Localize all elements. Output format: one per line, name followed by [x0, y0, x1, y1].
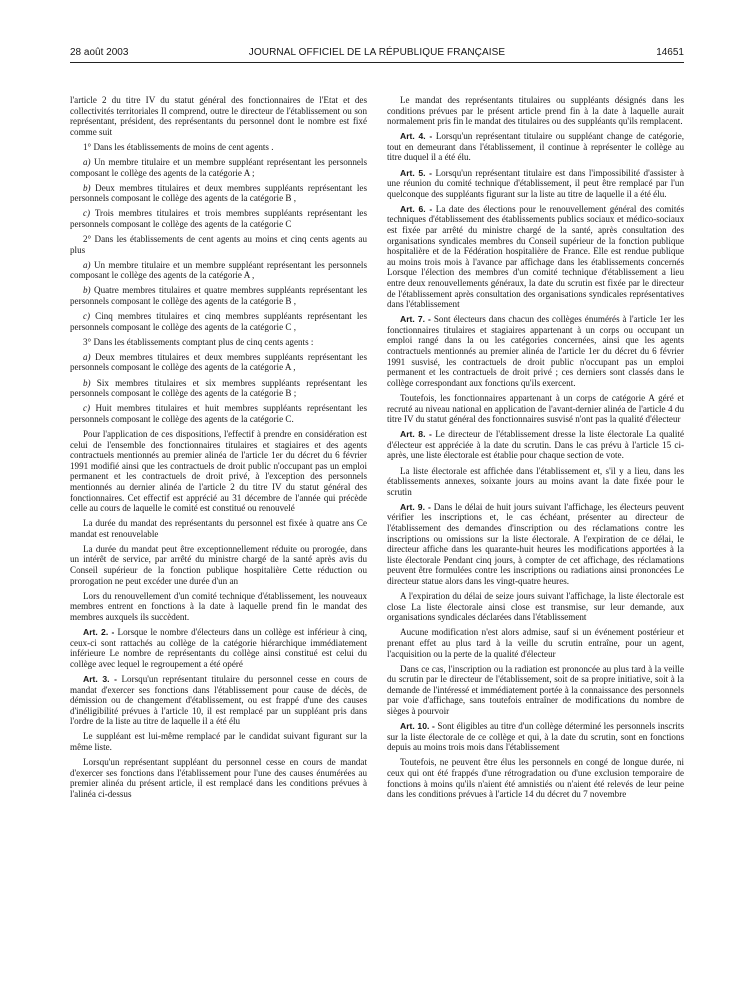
paragraph [70, 142, 367, 153]
item-letter: b) [83, 285, 91, 296]
paragraph-text: 3° Dans les établissements comptant plus de cinq cents agents : [83, 336, 314, 347]
paragraph-text: Le suppléant est lui-même remplacé par le candidat suivant figurant sur la même liste. [70, 731, 367, 752]
paragraph-text: Lorsqu'un représentant titulaire est dans l'impossibilité d'assister à une réunion du comité technique d'établissement, il peut être remplacé par l'un quelconque des suppléants figurant sur la liste au titre de laquelle il a été élu. [387, 167, 684, 199]
article-label: Art. 3. - [83, 673, 118, 684]
header-rule [70, 62, 684, 63]
paragraph-text: Toutefois, les fonctionnaires appartenant à un corps de catégorie A géré et recruté au niveau national en application de l'avant-dernier alinéa de l'article 4 du titre IV du statut général des fonctionnaires susvisé n'ont pas la qualité d'électeur [387, 392, 684, 425]
paragraph [387, 664, 684, 717]
paragraph-text: Lors du renouvellement d'un comité technique d'établissement, les nouveaux membres entrent en fonctions à la date à laquelle prend fin le mandat des membres auxquels ils succèdent. [70, 590, 367, 622]
list-item [70, 352, 367, 373]
article-paragraph [387, 204, 684, 310]
article-paragraph [387, 131, 684, 163]
paragraph-text: Lorsqu'un représentant titulaire du personnel cesse en cours de mandat d'exercer ses fonctions dans l'établissement pour cause de décès, de démission ou de changement d'établissement, ou est frappé d'une des causes d'inéligibilité prévues à l'article 10, il est remplacé par un suppléant pris dans l'ordre de la liste au titre de laquelle il a été élu [70, 673, 367, 727]
item-letter: a) [83, 259, 91, 270]
paragraph [70, 234, 367, 255]
article-label: Art. 5. - [400, 167, 433, 178]
paragraph-text: Toutefois, ne peuvent être élus les personnels en congé de longue durée, ni ceux qui ont été frappés d'une rétrogradation ou d'une exclusion temporaire de fonctions à moins qu'ils n'aient été amnistiés ou n'aient été relevés de leur peine dans les conditions prévues à l'article 14 du décret du 7 novembre [387, 757, 684, 800]
right-column [387, 95, 684, 980]
item-letter: c) [83, 208, 91, 219]
paragraph-text: Cinq membres titulaires et cinq membres suppléants représentant les personnels composant le collège des agents de la catégorie C , [70, 311, 367, 332]
paragraph-text: Deux membres titulaires et deux membres suppléants représentant les personnels composant le collège des agents de la catégorie A , [70, 351, 367, 373]
article-label: Art. 7. - [400, 314, 431, 325]
list-item [70, 208, 367, 229]
article-paragraph [387, 502, 684, 587]
paragraph-text: La liste électorale est affichée dans l'établissement et, s'il y a lieu, dans les établissements annexes, soixante jours au moins avant la date fixée pour le scrutin [387, 465, 684, 497]
list-item [70, 311, 367, 332]
item-letter: b) [83, 377, 91, 388]
paragraph-text: Huit membres titulaires et huit membres suppléants représentant les personnels composant le collège des agents de la catégorie C. [70, 403, 367, 424]
item-letter: c) [83, 403, 91, 414]
page-header [70, 47, 684, 61]
paragraph-text: Dans le délai de huit jours suivant l'affichage, les électeurs peuvent vérifier les inscriptions et, le cas échéant, présenter au directeur de l'établissement des demandes d'inscription ou des réclamations contre les inscriptions ou omissions sur la liste électorale. A l'expiration de ce délai, le directeur affiche dans les quarante-huit heures les modifications apportées à la liste électorale Pendant cinq jours, à compter de cet affichage, des réclamations peuvent être formulées contre les inscriptions ou radiations ainsi prononcées Le directeur statue alors dans les vingt-quatre heures. [387, 501, 684, 586]
paragraph-text: Lorsqu'un représentant suppléant du personnel cesse en cours de mandat d'exercer ses fonctions dans l'établissement pour l'une des causes énumérées au premier alinéa du présent article, il est remplacé dans les conditions prévues à l'alinéa ci-dessus [70, 757, 367, 799]
header-title: JOURNAL OFFICIEL DE LA RÉPUBLIQUE FRANÇAISE [248, 47, 506, 58]
paragraph-text: La date des élections pour le renouvellement général des comités techniques d'établissement des établissements publics sociaux et médico-sociaux est fixée par arrêté du ministre chargé de la santé, après consultation des organisations syndicales membres du Conseil supérieur de la fonction publique hospitalière et de la Fédération hospitalière de France. Elle est rendue publique au moins trois mois à l'avance par affichage dans les établissements concernés Lorsque l'élection des membres d'un comité technique d'établissement a lieu entre deux renouvellements généraux, la date du scrutin est fixée par le directeur de l'établissement après consultation des organisations syndicales représentatives dans l'établissement [387, 203, 684, 310]
paragraph-continuation [70, 95, 367, 137]
article-label: Art. 10. - [400, 721, 435, 732]
paragraph-text: Pour l'application de ces dispositions, l'effectif à prendre en considération est celui de l'ensemble des fonctionnaires titulaires et stagiaires et des agents contractuels mentionnés au premier alinéa de l'article 1er du décret du 6 février 1991 modifié ainsi que les contractuels de droit public n'occupant pas un emploi permanent et les contractuels de droit privé, à l'exception des personnels mentionnés au dernier alinéa de l'article 2 du titre IV du statut général des fonctionnaires. Cet effectif est apprécié au 31 décembre de l'année qui précède celle au cours de laquelle le comité est constitué ou renouvelé [70, 428, 367, 514]
list-item [70, 378, 367, 399]
header-page-number: 14651 [656, 47, 684, 58]
paragraph [387, 591, 684, 623]
paragraph-text: Lorsque le nombre d'électeurs dans un collège est inférieur à cinq, ceux-ci sont rattachés au collège de la catégorie hiérarchique immédiatement inférieure Le nombre de représentants du collège ainsi constitué est celui du collège avec lequel le regroupement a été opéré [70, 627, 367, 669]
paragraph-text: 2° Dans les établissements de cent agents au moins et cinq cents agents au plus [70, 234, 367, 255]
paragraph-text: Trois membres titulaires et trois membres suppléants représentant les personnels composant le collège des agents de la catégorie C [70, 208, 367, 229]
paragraph [387, 466, 684, 498]
paragraph-text: Sont électeurs dans chacun des collèges énumérés à l'article 1er les fonctionnaires titulaires et stagiaires appartenant à un corps ou occupant un emploi rangé dans la ou les catégories concernées, ainsi que les agents contractuels mentionnés au premier alinéa de l'article 1er du décret du 6 février 1991 susvisé, les contractuels de droit public n'occupant pas un emploi permanent et les contractuels de droit privé ; ces derniers sont classés dans le collège correspondant aux fonctions qu'ils exercent. [387, 314, 684, 388]
article-paragraph [387, 429, 684, 461]
paragraph [70, 591, 367, 623]
paragraph [70, 337, 367, 348]
paragraph [387, 95, 684, 127]
paragraph [70, 731, 367, 752]
paragraph-text: La durée du mandat des représentants du personnel est fixée à quatre ans Ce mandat est renouvelable [70, 518, 367, 539]
article-paragraph [387, 168, 684, 200]
paragraph [70, 429, 367, 514]
left-column [70, 95, 367, 980]
article-label: Art. 8. - [400, 429, 432, 440]
list-item [70, 403, 367, 424]
paragraph-text: Six membres titulaires et six membres suppléants représentant les personnels composant le collège des agents de la catégorie B ; [70, 377, 367, 399]
paragraph [387, 393, 684, 425]
paragraph-text: Quatre membres titulaires et quatre membres suppléants représentant les personnels composant le collège des agents de la catégorie B , [70, 285, 367, 306]
item-letter: c) [83, 311, 91, 322]
paragraph [70, 518, 367, 539]
paragraph-text: Sont éligibles au titre d'un collège déterminé les personnels inscrits sur la liste électorale de ce collège et qui, à la date du scrutin, sont en fonctions depuis au moins trois mois dans l'établissement [387, 721, 684, 753]
article-label: Art. 6. - [400, 203, 433, 214]
article-label: Art. 4. - [400, 131, 433, 142]
paragraph-text: A l'expiration du délai de seize jours suivant l'affichage, la liste électorale est close La liste électorale ainsi close est transmise, sur leur demande, aux organisations syndicales déclarées dans l'établissement [387, 591, 684, 623]
paragraph-text: Deux membres titulaires et deux membres suppléants représentant les personnels composant le collège des agents de la catégorie B , [70, 182, 367, 204]
header-date: 28 août 2003 [70, 47, 129, 58]
article-paragraph [70, 674, 367, 727]
list-item [70, 285, 367, 306]
paragraph [387, 627, 684, 659]
article-paragraph [387, 314, 684, 388]
article-paragraph [387, 721, 684, 753]
list-item [70, 183, 367, 204]
item-letter: a) [83, 351, 91, 362]
article-paragraph [70, 627, 367, 669]
paragraph [387, 757, 684, 799]
paragraph [70, 757, 367, 799]
paragraph-text: Un membre titulaire et un membre suppléant représentant les personnels composant le collège des agents de la catégorie A , [70, 259, 367, 281]
article-label: Art. 9. - [400, 501, 431, 512]
paragraph-text: l'article 2 du titre IV du statut général des fonctionnaires de l'Etat et des collectivités territoriales Il comprend, outre le directeur de l'établissement ou son représentant, président, des représentants du personnel dont le nombre est fixé comme suit [70, 95, 367, 137]
paragraph-text: Aucune modification n'est alors admise, sauf si un événement postérieur et prenant effet au plus tard à la veille du scrutin entraîne, pour un agent, l'acquisition ou la perte de la qualité d'électeur [387, 627, 684, 659]
paragraph-text: Un membre titulaire et un membre suppléant représentant les personnels composant le collège des agents de la catégorie A ; [70, 156, 367, 178]
item-letter: b) [83, 182, 91, 193]
paragraph-text: Lorsqu'un représentant titulaire ou suppléant change de catégorie, tout en demeurant dans l'établissement, il continue à représenter le collège au titre duquel il a été élu. [387, 131, 684, 163]
article-label: Art. 2. - [83, 627, 115, 638]
paragraph-text: 1° Dans les établissements de moins de cent agents . [83, 141, 274, 152]
paragraph [70, 544, 367, 586]
paragraph-text: Dans ce cas, l'inscription ou la radiation est prononcée au plus tard à la veille du scrutin par le directeur de l'établissement, soit de sa propre initiative, soit à la demande de l'intéressé et immédiatement portée à la connaissance des personnels par voie d'affichage, sans toutefois entraîner de modifications du nombre de sièges à pourvoir [387, 663, 684, 716]
paragraph-text: La durée du mandat peut être exceptionnellement réduite ou prorogée, dans un intérêt de service, par arrêté du ministre chargé de la santé après avis du Conseil supérieur de la fonction publique hospitalière Cette réduction ou prorogation ne peut excéder une durée d'un an [70, 543, 367, 586]
list-item [70, 260, 367, 281]
list-item [70, 157, 367, 178]
paragraph-text: Le directeur de l'établissement dresse la liste électorale La qualité d'électeur est appréciée à la date du scrutin. Dans le cas prévu à l'article 15 ci-après, une liste électorale est établie pour chaque section de vote. [387, 429, 684, 461]
item-letter: a) [83, 156, 91, 167]
paragraph-text: Le mandat des représentants titulaires ou suppléants désignés dans les conditions prévues par le présent article prend fin à la date à laquelle aurait normalement pris fin le mandat des titulaires ou des suppléants qu'ils remplacent. [387, 95, 684, 127]
